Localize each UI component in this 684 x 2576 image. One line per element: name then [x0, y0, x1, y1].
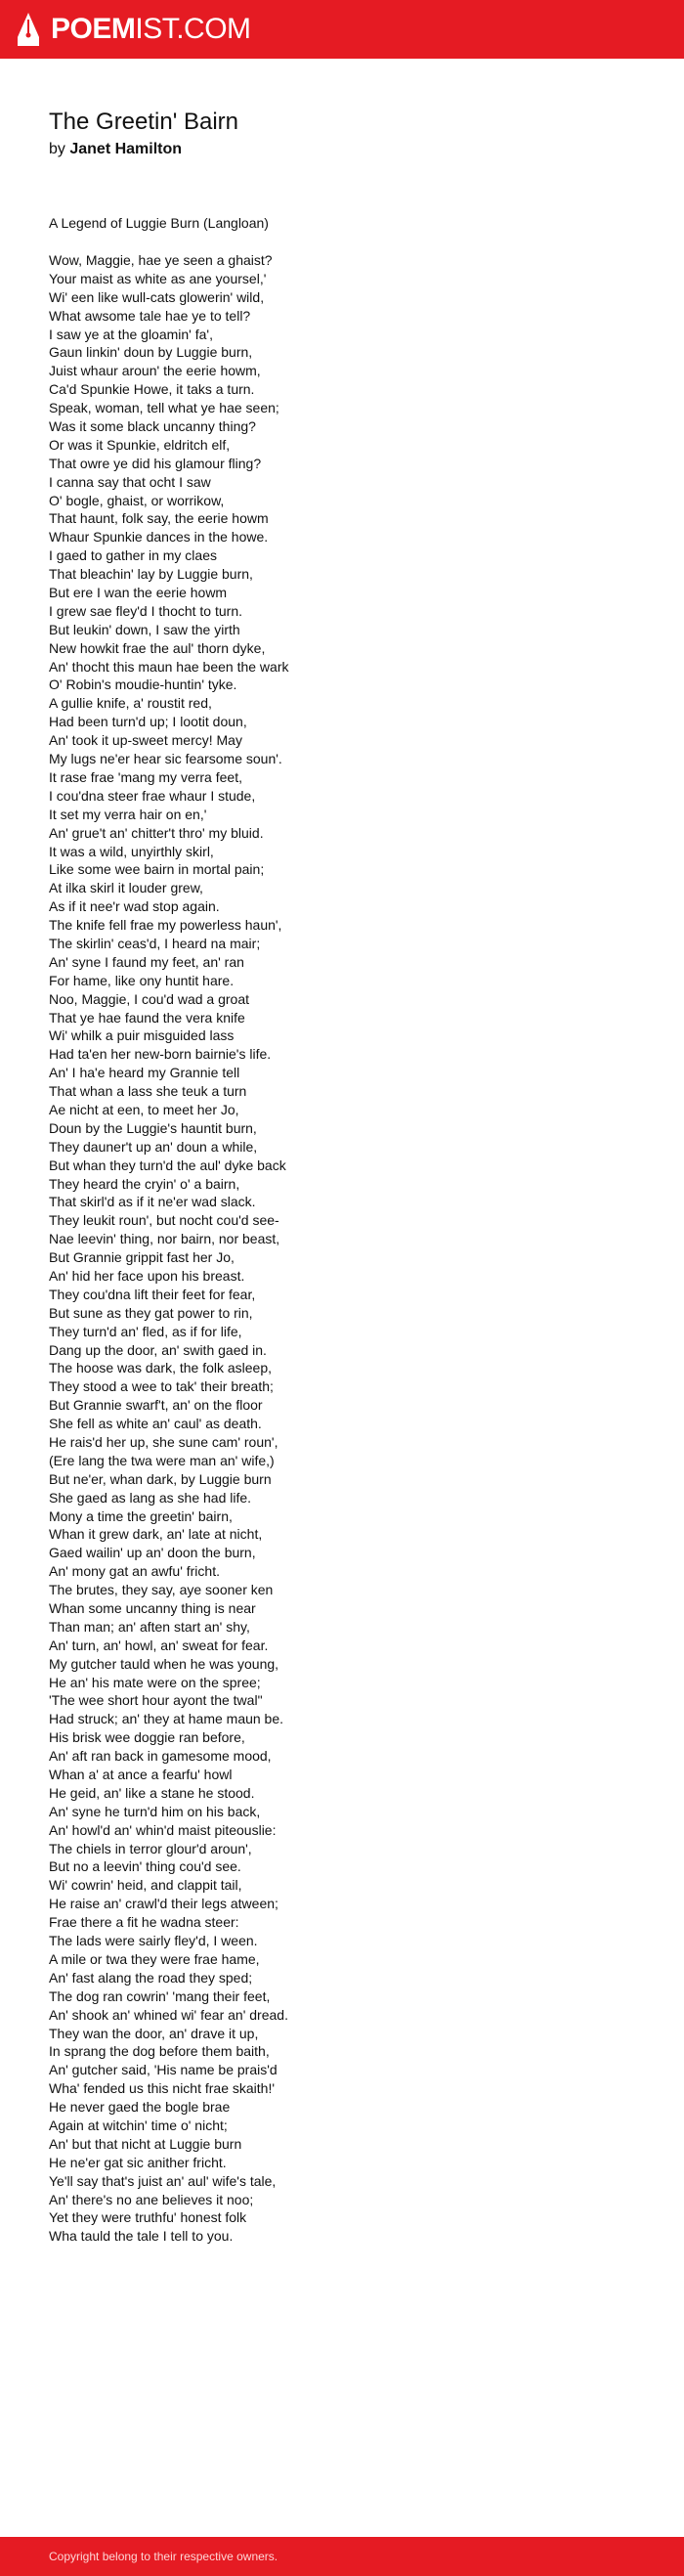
poem-line: His brisk wee doggie ran before,	[49, 1729, 245, 1746]
poem-line: They stood a wee to tak' their breath;	[49, 1378, 274, 1395]
poem-line: I saw ye at the gloamin' fa',	[49, 326, 213, 342]
poem-line: An' syne I faund my feet, an' ran	[49, 953, 244, 970]
poem-line: Whan it grew dark, an' late at nicht,	[49, 1526, 263, 1543]
poem-line: Had ta'en her new-born bairnie's life.	[49, 1046, 272, 1063]
poem-line: O' Robin's moudie-huntin' tyke.	[49, 677, 237, 693]
logo-text-light: IST.COM	[135, 13, 251, 45]
poem-line: An' aft ran back in gamesome mood,	[49, 1748, 272, 1765]
poem-line: Like some wee bairn in mortal pain;	[49, 861, 265, 878]
poem-line: Mony a time the greetin' bairn,	[49, 1507, 233, 1524]
poem-line: I canna say that ocht I saw	[49, 473, 211, 490]
poem-line: The lads were sairly fley'd, I ween.	[49, 1933, 258, 1949]
poem-line: But sune as they gat power to rin,	[49, 1304, 253, 1321]
poem-line: But Grannie swarf't, an' on the floor	[49, 1397, 263, 1414]
poem-line: Gaed wailin' up an' doon the burn,	[49, 1545, 256, 1561]
poem-line: Nae leevin' thing, nor bairn, nor beast,	[49, 1231, 280, 1247]
poem-line: An' howl'd an' whin'd maist piteouslie:	[49, 1821, 277, 1838]
site-logo[interactable]	[16, 12, 251, 47]
poem-line: That skirl'd as if it ne'er wad slack.	[49, 1194, 256, 1210]
poem-line: O' bogle, ghaist, or worrikow,	[49, 492, 225, 508]
poem-line: An' mony gat an awfu' fricht.	[49, 1563, 220, 1580]
poem-line: It was a wild, unyirthly skirl,	[49, 843, 214, 859]
poem-line: Whan a' at ance a fearfu' howl	[49, 1767, 233, 1783]
poem-line: But leukin' down, I saw the yirth	[49, 621, 240, 637]
poem-line: Had struck; an' they at hame maun be.	[49, 1711, 284, 1727]
author-link[interactable]: Janet Hamilton	[69, 141, 183, 157]
poem-line: They heard the cryin' o' a bairn,	[49, 1175, 240, 1192]
poem-line: Dang up the door, an' swith gaed in.	[49, 1341, 267, 1358]
poem-line: An' took it up-sweet mercy! May	[49, 732, 242, 749]
poem-line: A mile or twa they were frae hame,	[49, 1950, 260, 1967]
poem-line: Ae nicht at een, to meet her Jo,	[49, 1101, 239, 1117]
poem-line: Had been turn'd up; I lootit doun,	[49, 714, 247, 730]
poem-line: They cou'dna lift their feet for fear,	[49, 1286, 256, 1302]
poem-line: The chiels in terror glour'd aroun',	[49, 1840, 252, 1856]
poem-line: New howkit frae the aul' thorn dyke,	[49, 639, 266, 656]
poem-line: Ye'll say that's juist an' aul' wife's tale,	[49, 2172, 277, 2189]
poem-line: That ye hae faund the vera knife	[49, 1009, 245, 1026]
poem-line: (Ere lang the twa were man an' wife,)	[49, 1452, 275, 1468]
poem-line: The dog ran cowrin' 'mang their feet,	[49, 1987, 271, 2004]
poem-line: She fell as white an' caul' as death.	[49, 1416, 262, 1432]
poem-line: That haunt, folk say, the eerie howm	[49, 510, 269, 527]
poem-line: A gullie knife, a' roustit red,	[49, 695, 212, 712]
poem-line: At ilka skirl it louder grew,	[49, 880, 203, 896]
poem-line: But no a leevin' thing cou'd see.	[49, 1858, 241, 1875]
poem-line: But ne'er, whan dark, by Luggie burn	[49, 1470, 272, 1487]
poem-line: They leukit roun', but nocht cou'd see-	[49, 1212, 279, 1229]
poem-line: Juist whaur aroun' the eerie howm,	[49, 363, 261, 379]
poem-line: Wi' cowrin' heid, and clappit tail,	[49, 1877, 242, 1894]
poem-line: My gutcher tauld when he was young,	[49, 1655, 279, 1672]
poem-line: They dauner't up an' doun a while,	[49, 1138, 258, 1155]
poem-line: An' there's no ane believes it noo;	[49, 2191, 254, 2207]
poem-line: In sprang the dog before them baith,	[49, 2043, 270, 2060]
poem-line: An' thocht this maun hae been the wark	[49, 658, 289, 675]
poem-line: An' gutcher said, 'His name be prais'd	[49, 2062, 278, 2078]
poem-line: I gaed to gather in my claes	[49, 547, 217, 564]
poem-line: The skirlin' ceas'd, I heard na mair;	[49, 935, 261, 951]
poem-line: What awsome tale hae ye to tell?	[49, 307, 251, 324]
poem-subtitle: A Legend of Luggie Burn (Langloan)	[49, 215, 269, 231]
poem-line: It rase frae 'mang my verra feet,	[49, 768, 242, 785]
poem-line: The brutes, they say, aye sooner ken	[49, 1582, 274, 1598]
poem-line: Gaun linkin' doun by Luggie burn,	[49, 344, 253, 361]
poem-line: An' I ha'e heard my Grannie tell	[49, 1065, 240, 1081]
poem-line: Noo, Maggie, I cou'd wad a groat	[49, 990, 250, 1007]
poem-line: Ca'd Spunkie Howe, it taks a turn.	[49, 381, 255, 398]
pen-nib-icon	[16, 12, 41, 47]
poem-line: An' but that nicht at Luggie burn	[49, 2135, 242, 2152]
poem-article	[49, 108, 635, 2245]
poem-body	[49, 251, 289, 2246]
poem-line: The hoose was dark, the folk asleep,	[49, 1360, 273, 1376]
logo-text-bold: POEM	[51, 13, 136, 45]
poem-line: For hame, like ony huntit hare.	[49, 972, 235, 988]
poem-line: He never gaed the bogle brae	[49, 2099, 231, 2116]
poem-line: Doun by the Luggie's hauntit burn,	[49, 1119, 257, 1136]
poem-line: He geid, an' like a stane he stood.	[49, 1784, 255, 1801]
byline	[49, 139, 635, 160]
poem-line: But whan they turn'd the aul' dyke back	[49, 1157, 286, 1173]
poem-line: Wi' whilk a puir misguided lass	[49, 1027, 235, 1044]
copyright-notice: Copyright belong to their respective owners.	[49, 2550, 278, 2563]
poem-line: As if it nee'r wad stop again.	[49, 898, 220, 915]
poem-line: Your maist as white as ane yoursel,'	[49, 270, 267, 286]
site-footer	[0, 2537, 684, 2576]
poem-line: An' hid her face upon his breast.	[49, 1267, 245, 1284]
poem-line: Was it some black uncanny thing?	[49, 418, 256, 435]
poem-line: Yet they were truthfu' honest folk	[49, 2209, 247, 2226]
poem-line: They turn'd an' fled, as if for life,	[49, 1323, 242, 1339]
poem-line: Frae there a fit he wadna steer:	[49, 1914, 239, 1931]
poem-line: Wha tauld the tale I tell to you.	[49, 2228, 234, 2245]
poem-line: Wha' fended us this nicht frae skaith!'	[49, 2080, 276, 2097]
poem-line: My lugs ne'er hear sic fearsome soun'.	[49, 751, 282, 767]
poem-line: The knife fell frae my powerless haun',	[49, 917, 282, 934]
poem-line: They wan the door, an' drave it up,	[49, 2025, 259, 2041]
poem-line: Or was it Spunkie, eldritch elf,	[49, 436, 231, 453]
poem-line: Wi' een like wull-cats glowerin' wild,	[49, 288, 265, 305]
poem-line: I cou'dna steer frae whaur I stude,	[49, 787, 256, 804]
poem-line: An' turn, an' howl, an' sweat for fear.	[49, 1637, 269, 1653]
poem-line: That owre ye did his glamour fling?	[49, 455, 262, 471]
poem-line: An' syne he turn'd him on his back,	[49, 1803, 261, 1819]
site-header	[0, 0, 684, 59]
poem-line: Speak, woman, tell what ye hae seen;	[49, 400, 279, 416]
poem-line: He rais'd her up, she sune cam' roun',	[49, 1434, 278, 1450]
poem-line: Whaur Spunkie dances in the howe.	[49, 529, 269, 546]
poem-line: Wow, Maggie, hae ye seen a ghaist?	[49, 252, 273, 268]
poem-line: Again at witchin' time o' nicht;	[49, 2117, 228, 2133]
poem-line: But Grannie grippit fast her Jo,	[49, 1249, 235, 1266]
poem-line: But ere I wan the eerie howm	[49, 585, 228, 601]
byline-prefix: by	[49, 141, 65, 157]
poem-line: It set my verra hair on en,'	[49, 806, 207, 822]
poem-line: An' fast alang the road they sped;	[49, 1969, 253, 1986]
logo-text	[51, 12, 251, 47]
poem-line: He an' his mate were on the spree;	[49, 1674, 261, 1690]
poem-line: He raise an' crawl'd their legs atween;	[49, 1896, 278, 1912]
poem-line: Than man; an' aften start an' shy,	[49, 1618, 250, 1635]
poem-line: An' shook an' whined wi' fear an' dread.	[49, 2006, 288, 2023]
poem-title: The Greetin' Bairn	[49, 109, 239, 135]
poem-line: He ne'er gat sic anither fricht.	[49, 2154, 227, 2170]
poem-line: An' grue't an' chitter't thro' my bluid.	[49, 824, 264, 841]
poem-line: That whan a lass she teuk a turn	[49, 1083, 247, 1100]
poem-line: I grew sae fley'd I thocht to turn.	[49, 602, 242, 619]
poem-line: That bleachin' lay by Luggie burn,	[49, 566, 253, 583]
poem-line: 'The wee short hour ayont the twal"	[49, 1692, 263, 1709]
poem-line: She gaed as lang as she had life.	[49, 1489, 252, 1506]
poem-line: Whan some uncanny thing is near	[49, 1600, 256, 1617]
